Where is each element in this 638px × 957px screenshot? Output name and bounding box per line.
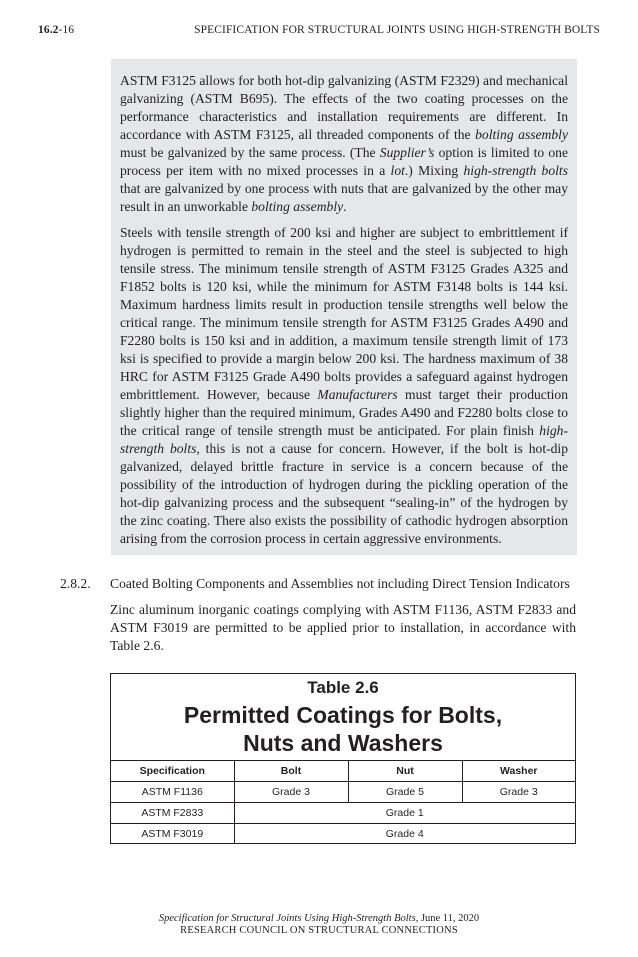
cell-grade-merged: Grade 4	[234, 824, 575, 845]
section-paragraph: Zinc aluminum inorganic coatings complying with ASTM F1136, ASTM F2833 and ASTM F3019 are permitted to be applied prior to installation, in accordance with Table 2.6.	[110, 602, 576, 653]
cell-nut: Grade 5	[348, 782, 462, 803]
italic-term: bolting assembly	[251, 199, 344, 214]
page-number-page: -16	[58, 24, 75, 36]
text-run: that are galvanized by one process with nuts that are galvanized by the other may result in an unworkable	[120, 181, 568, 214]
text-run: ASTM F3125 allows for both hot-dip galvanizing (ASTM F2329) and mechanical galvanizing (ASTM B695). The effects of the two coating processes on the performance characteristics and installation requirements are different. In accordance with ASTM F3125, all threaded components of the	[120, 73, 568, 142]
table-title	[111, 701, 575, 757]
italic-term: bolting assembly	[475, 127, 568, 142]
running-title: SPECIFICATION FOR STRUCTURAL JOINTS USING HIGH-STRENGTH BOLTS	[194, 24, 600, 36]
italic-term: Supplier’s	[379, 145, 435, 160]
page-number-chapter: 16.2	[38, 24, 59, 36]
table-header-row	[111, 761, 575, 782]
footer-line-1	[0, 913, 638, 925]
italic-term: high-strength bolts	[463, 163, 568, 178]
text-run: , this is not a cause for concern. However, if the bolt is hot-dip galvanized, delayed brittle fracture in service is a concern because of the possibility of the introduction of hydrogen during the pickling operation of the hot-dip galvanizing process and the subsequent “sealing-in” of the hydrogen by the zinc coating. There also exists the possibility of cathodic hydrogen absorption arising from the corrosion process in certain aggressive environments.	[120, 441, 569, 546]
page-number	[38, 24, 74, 36]
table-row	[111, 782, 575, 803]
header-nut: Nut	[348, 761, 462, 782]
header-specification: Specification	[111, 761, 234, 782]
cell-spec: ASTM F1136	[111, 782, 234, 803]
text-run: .) Mixing	[404, 163, 464, 178]
cell-spec: ASTM F3019	[111, 824, 234, 845]
commentary-paragraph-2	[120, 224, 568, 548]
italic-term: high-strength bolts	[120, 423, 568, 456]
text-run: must target their production slightly higher than the required minimum, Grades A490 and F2280 bolts close to the critical range of tensile strength must be anticipated. For plain finish	[120, 387, 568, 438]
commentary-box	[111, 59, 577, 555]
section-title: Coated Bolting Components and Assemblies not including Direct Tension Indicators	[110, 576, 570, 591]
cell-grade-merged: Grade 1	[234, 803, 575, 824]
commentary-paragraph-1	[120, 72, 568, 216]
coatings-table	[110, 673, 576, 844]
cell-spec: ASTM F2833	[111, 803, 234, 824]
text-run: .	[343, 199, 347, 214]
cell-bolt: Grade 3	[234, 782, 348, 803]
cell-washer: Grade 3	[462, 782, 575, 803]
header-bolt: Bolt	[234, 761, 348, 782]
footer-spec-title: Specification for Structural Joints Using High-Strength Bolts	[158, 913, 416, 924]
section-number: 2.8.2.	[60, 576, 91, 591]
text-run: option is limited to one process per item with no mixed processes in a	[120, 145, 568, 178]
italic-term: Manufacturers	[317, 387, 398, 402]
footer-line-2: RESEARCH COUNCIL ON STRUCTURAL CONNECTIONS	[180, 925, 458, 936]
table-row	[111, 824, 575, 845]
italic-term: lot	[390, 163, 405, 178]
table-title-line-2: Nuts and Washers	[243, 730, 443, 756]
footer-date: , June 11, 2020	[415, 913, 480, 924]
text-run: must be galvanized by the same process. (The	[120, 145, 380, 160]
page-footer	[0, 913, 638, 937]
table-grid	[111, 760, 575, 844]
table-title-line-1: Permitted Coatings for Bolts,	[183, 702, 503, 728]
table-row	[111, 803, 575, 824]
text-run: Steels with tensile strength of 200 ksi and higher are subject to embrittlement if hydrogen is permitted to remain in the steel and the steel is subjected to high tensile stress. The minimum tensile strength of ASTM F3125 Grades A325 and F1852 bolts is 120 ksi, while the minimum for ASTM F3148 bolts is 144 ksi. Maximum hardness limits result in production tensile strengths well below the critical range. The minimum tensile strength for ASTM F3125 Grades A490 and F2280 bolts is 150 ksi and in addition, a maximum tensile strength limit of 173 ksi is specified to provide a margin below 200 ksi. The hardness maximum of 38 HRC for ASTM F3125 Grade A490 bolts provides a safeguard against hydrogen embrittlement. However, because	[120, 225, 568, 402]
table-number: Table 2.6	[307, 678, 379, 697]
header-washer: Washer	[462, 761, 575, 782]
